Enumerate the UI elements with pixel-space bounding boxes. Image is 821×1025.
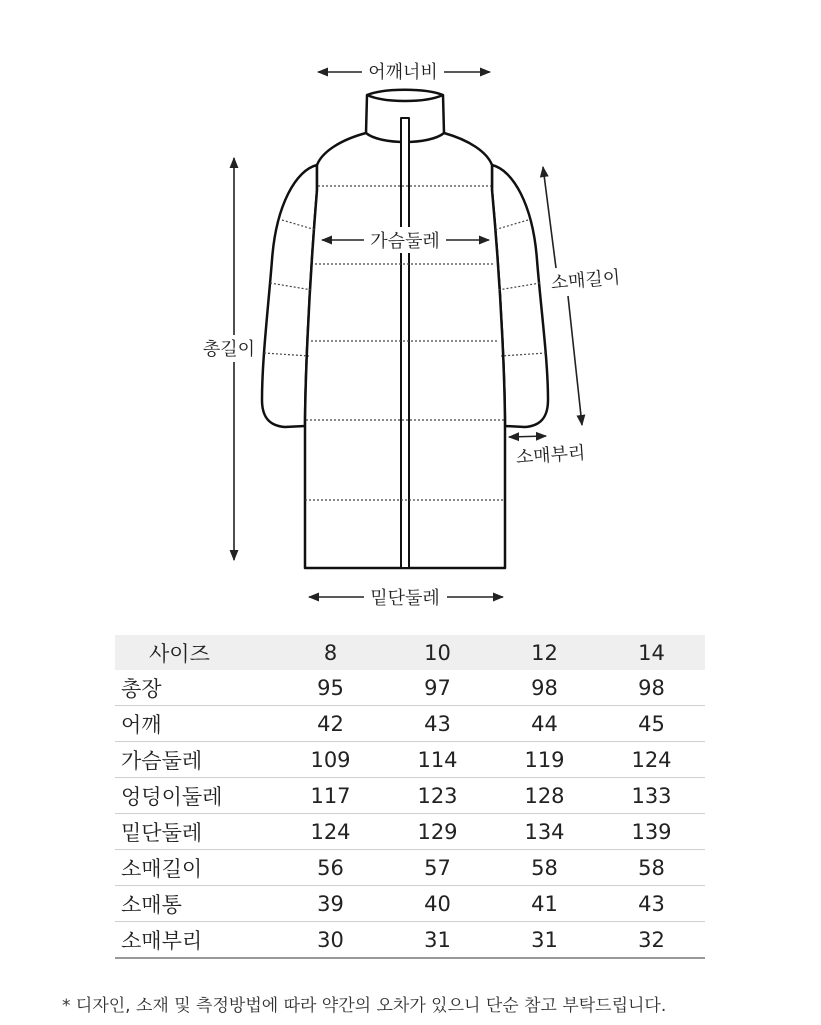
table-row — [115, 850, 705, 886]
sleeve-cuff-label: 소매부리 — [515, 442, 587, 469]
table-cell: 124 — [310, 819, 351, 844]
size-table — [115, 635, 705, 959]
row-label: 소매통 — [121, 892, 182, 917]
table-cell: 39 — [317, 891, 344, 916]
table-cell: 98 — [531, 675, 558, 700]
row-label: 엉덩이둘레 — [121, 784, 223, 809]
table-cell: 56 — [317, 855, 344, 880]
table-cell: 40 — [424, 891, 451, 916]
table-row — [115, 670, 705, 706]
table-cell: 123 — [417, 783, 458, 808]
table-row — [115, 778, 705, 814]
table-cell: 117 — [310, 783, 351, 808]
hem-circumference-label: 밑단둘레 — [370, 588, 440, 609]
header-cell: 14 — [638, 640, 665, 665]
table-row — [115, 814, 705, 850]
table-row — [115, 742, 705, 778]
measurement-disclaimer: * 디자인, 소재 및 측정방법에 따라 약간의 오차가 있으니 단순 참고 부탁드립니다. — [62, 996, 667, 1016]
table-cell: 128 — [524, 783, 565, 808]
table-cell: 58 — [638, 855, 665, 880]
table-cell: 44 — [531, 711, 558, 736]
header-cell: 10 — [424, 640, 451, 665]
row-label: 총장 — [121, 676, 162, 701]
shoulder-width-label: 어깨너비 — [368, 62, 438, 83]
row-label: 소매길이 — [121, 856, 203, 881]
table-cell: 41 — [531, 891, 558, 916]
table-cell: 31 — [424, 927, 451, 952]
table-cell: 45 — [638, 711, 665, 736]
table-row — [115, 922, 705, 959]
table-cell: 42 — [317, 711, 344, 736]
total-length-label: 총길이 — [202, 339, 256, 360]
table-cell: 139 — [631, 819, 672, 844]
table-row — [115, 706, 705, 742]
table-cell: 30 — [317, 927, 344, 952]
table-cell: 43 — [424, 711, 451, 736]
row-label: 밑단둘레 — [121, 820, 203, 845]
table-cell: 133 — [631, 783, 672, 808]
header-cell: 사이즈 — [149, 641, 210, 666]
table-cell: 124 — [631, 747, 672, 772]
table-cell: 97 — [424, 675, 451, 700]
row-label: 가슴둘레 — [121, 748, 203, 773]
sleeve-length-label: 소매길이 — [549, 267, 622, 295]
row-label: 어깨 — [121, 712, 162, 737]
table-cell: 114 — [417, 747, 458, 772]
table-cell: 32 — [638, 927, 665, 952]
header-cell: 12 — [531, 640, 558, 665]
table-cell: 58 — [531, 855, 558, 880]
header-cell: 8 — [323, 640, 338, 665]
table-cell: 95 — [317, 675, 344, 700]
table-cell: 134 — [524, 819, 565, 844]
table-cell: 57 — [424, 855, 451, 880]
table-cell: 129 — [417, 819, 458, 844]
row-label: 소매부리 — [121, 928, 203, 953]
table-cell: 43 — [638, 891, 665, 916]
table-cell: 109 — [310, 747, 351, 772]
table-cell: 119 — [524, 747, 565, 772]
coat-outline — [262, 90, 548, 568]
table-cell: 98 — [638, 675, 665, 700]
chest-circumference-label: 가슴둘레 — [370, 231, 440, 252]
size-header-row — [115, 635, 705, 670]
table-row — [115, 886, 705, 922]
table-cell: 31 — [531, 927, 558, 952]
